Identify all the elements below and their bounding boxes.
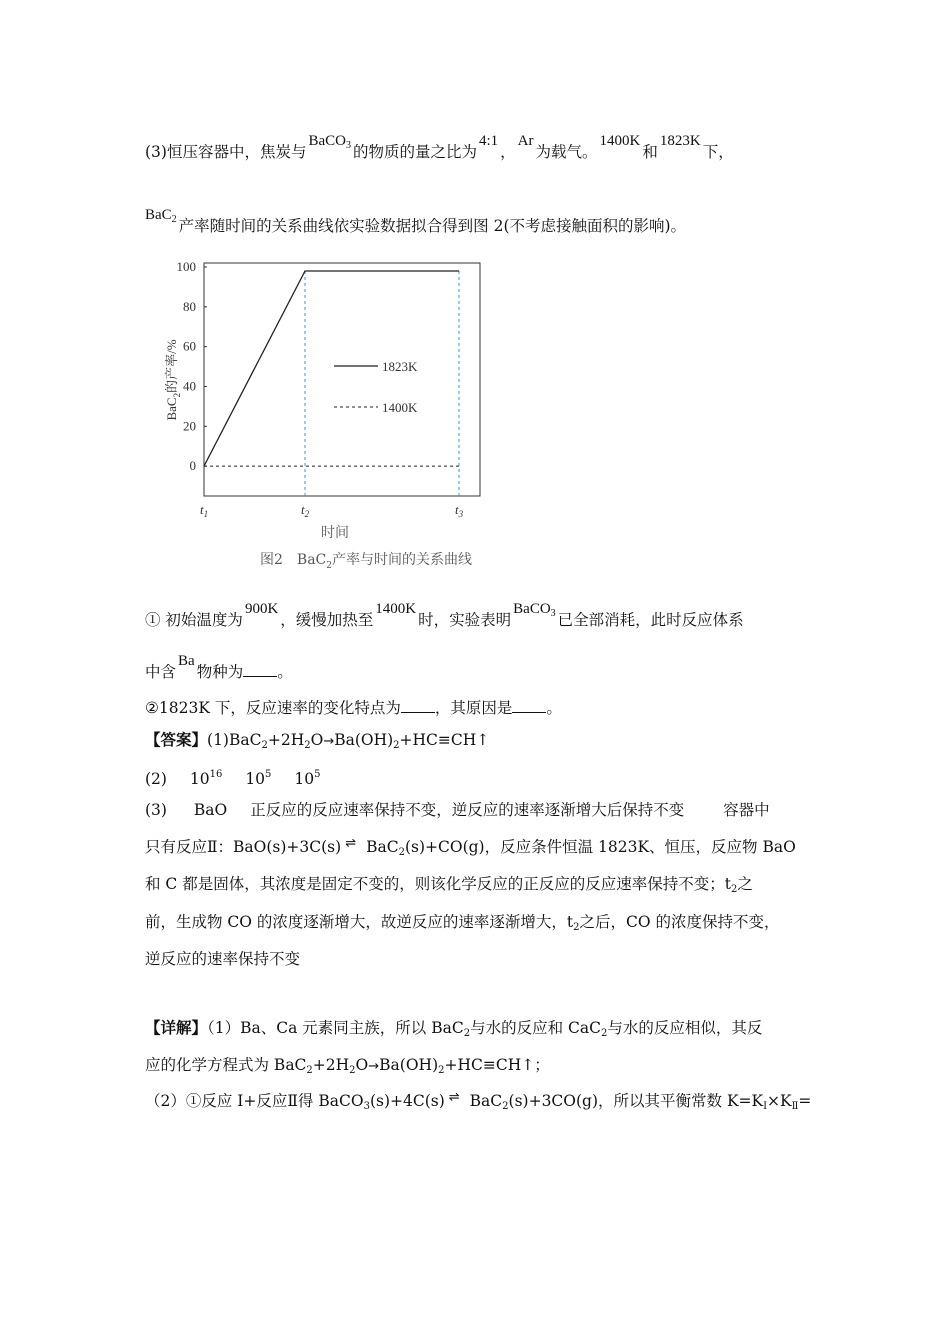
answer-line-6 (145, 912, 780, 938)
bac2-subscript: 2 (171, 214, 177, 225)
detail-line-1 (145, 1018, 762, 1044)
q3-line-2 (145, 207, 687, 242)
ans2-exp-1: 16 (209, 769, 223, 780)
sub2-end: 。 (546, 699, 562, 717)
detail-tag: 【详解】 (145, 1018, 208, 1037)
y-tick-label: 80 (183, 298, 196, 314)
det2-d: Ba(OH) (379, 1056, 439, 1074)
ans2-exp-3: 5 (314, 769, 321, 780)
ar-formula: Ar (517, 133, 534, 149)
sub2-line (145, 696, 562, 718)
answer-line-7 (145, 949, 300, 969)
ans3-feature: 正反应的反应速率保持不变，逆反应的速率逐渐增大后保持不变 (250, 801, 685, 819)
ans1-b: +2H (267, 731, 305, 749)
det1-a: （1）Ba、Ca 元素同主族，所以 BaC (207, 1019, 464, 1037)
sub-roman-1: Ⅰ (763, 1101, 768, 1112)
legend (334, 359, 418, 415)
x-tick-label: $t_3$ (454, 502, 464, 519)
equilibrium-arrow: ⇌ (448, 1090, 460, 1105)
ans5: 和 C 都是固体，其浓度是固定不变的，则该化学反应的正反应的反应速率保持不变；t (145, 875, 731, 893)
answer-blank-1[interactable] (243, 660, 277, 677)
ans3-label: (3) (145, 801, 167, 819)
reaction-arrow: → (323, 734, 335, 749)
bac2-yield-chart (150, 250, 520, 580)
ans1-e: +HC≡CH↑ (399, 731, 490, 749)
sub-2: 2 (463, 1028, 471, 1039)
ans1-d: Ba(OH) (334, 731, 394, 749)
ans2-val-2: 10 (245, 770, 266, 788)
chart-caption: 图2 BaC$_2$产率与时间的关系曲线 (260, 552, 472, 571)
series-1823K (204, 271, 459, 466)
baco3-text-b: BaCO (513, 601, 551, 617)
temp-1823: 1823K (659, 133, 701, 149)
det3-d: (s)+3CO(g)，所以其平衡常数 K=K (508, 1092, 764, 1110)
q3-text-b: 的物质的量之比为 (352, 143, 477, 161)
ans6-sub: 2 (573, 922, 580, 933)
plot-frame (204, 263, 480, 496)
y-tick-label: 0 (189, 458, 196, 474)
bac2-text: BaC (145, 207, 172, 223)
reaction-arrow: → (368, 1059, 380, 1074)
sub1-text-f: 物种为 (196, 663, 244, 681)
ba-formula: Ba (178, 653, 195, 669)
temp-1400: 1400K (599, 133, 641, 149)
sub1-text-e: 中含 (145, 663, 177, 681)
sub-roman-2: Ⅱ (791, 1101, 799, 1112)
y-tick-label: 40 (183, 378, 196, 394)
x-ticks (200, 502, 464, 519)
legend-1823-label: 1823K (382, 359, 418, 374)
sub1-text-c: 时，实验表明 (418, 611, 512, 629)
series-lines (204, 271, 459, 466)
sub-2: 2 (398, 847, 405, 858)
det1-c: 与水的反应相似，其反 (607, 1019, 763, 1037)
temp-1400-b: 1400K (375, 601, 417, 617)
y-tick-label: 60 (183, 338, 196, 354)
comma: ， (500, 143, 516, 161)
answer-tag: 【答案】 (145, 730, 208, 749)
baco3-formula (308, 133, 351, 149)
det2-b: +2H (312, 1056, 350, 1074)
x-axis-label: 时间 (321, 525, 349, 541)
sub1-end: 。 (277, 663, 293, 681)
baco3-formula-b (513, 601, 556, 617)
sub-2: 2 (261, 740, 268, 751)
ans2-val-3: 10 (294, 770, 315, 788)
detail-line-2 (145, 1055, 550, 1081)
temp-900: 900K (244, 601, 279, 617)
ans2-exp-2: 5 (265, 769, 272, 780)
answer-line-5 (145, 874, 753, 900)
sub-2: 2 (438, 1065, 445, 1076)
det3-e: ×K (767, 1092, 792, 1110)
sub-2: 2 (349, 1065, 356, 1076)
q3-line-1 (145, 133, 734, 168)
sub-2: 2 (306, 1065, 313, 1076)
ans6-b: 之后，CO 的浓度保持不变， (579, 913, 780, 931)
sub-2: 2 (393, 740, 400, 751)
bac2-formula (145, 207, 177, 223)
ans1-a: (1)BaC (207, 731, 262, 749)
answer-line-1 (145, 730, 489, 756)
answer-line-3 (145, 800, 770, 820)
legend-1400-label: 1400K (382, 400, 418, 415)
ans4-a: 只有反应Ⅱ：BaO(s)+3C(s) (145, 838, 342, 856)
sub1-line-1 (145, 601, 744, 636)
guide-lines (305, 271, 459, 496)
det2-e: +HC≡CH↑； (444, 1056, 550, 1074)
detail-line-3 (145, 1091, 811, 1117)
x-tick-label: $t_2$ (300, 502, 310, 519)
ans1-c: O (310, 731, 324, 749)
sub-2: 2 (600, 1028, 608, 1039)
sub-2: 2 (502, 1101, 509, 1112)
ratio-value: 4:1 (478, 133, 499, 149)
ans3-reason-a: 容器中 (723, 801, 770, 819)
sub1-text-a: ① 初始温度为 (145, 611, 243, 629)
q3-text-c: 为载气。 (535, 143, 598, 161)
sub-3: 3 (363, 1101, 370, 1112)
sub-2: 2 (304, 740, 311, 751)
sub1-line-2 (145, 653, 293, 683)
baco3-subscript-b: 3 (550, 608, 556, 619)
answer-blank-2[interactable] (401, 696, 435, 713)
sub2-text-b: ，其原因是 (434, 699, 513, 717)
q3-text-e: 产率随时间的关系曲线依实验数据拟合得到图 2(不考虑接触面积的影响)。 (178, 217, 687, 235)
sub2-text-a: ②1823K 下，反应速率的变化特点为 (145, 699, 401, 717)
baco3-text: BaCO (308, 133, 346, 149)
det3-b: (s)+4C(s) (369, 1092, 445, 1110)
ans2-label: (2) (145, 770, 167, 788)
y-axis-label: BaC$_2$的产率/% (164, 339, 182, 421)
y-ticks (177, 259, 208, 473)
det3-a: （2）①反应 I+反应Ⅱ得 BaCO (145, 1092, 364, 1110)
equilibrium-arrow: ⇌ (345, 836, 357, 851)
sub1-text-d: 已全部消耗，此时反应体系 (557, 611, 744, 629)
q3-text-a: (3)恒压容器中，焦炭与 (145, 143, 307, 161)
sub1-text-b: ，缓慢加热至 (280, 611, 374, 629)
y-tick-label: 100 (176, 258, 196, 274)
det1-b: 与水的反应和 CaC (470, 1019, 601, 1037)
det3-c: BaC (469, 1092, 503, 1110)
ans7: 逆反应的速率保持不变 (145, 950, 301, 968)
answer-blank-3[interactable] (512, 696, 546, 713)
and-text: 和 (642, 143, 658, 161)
ans5-sub: 2 (730, 884, 738, 895)
ans6-a: 前，生成物 CO 的浓度逐渐增大，故逆反应的速率逐渐增大，t (145, 913, 574, 931)
ans3-bao: BaO (193, 801, 228, 819)
det2-a: 应的化学方程式为 BaC (145, 1056, 307, 1074)
answer-line-2 (145, 765, 320, 789)
det3-f: = (798, 1092, 812, 1110)
ans5-end: 之 (737, 875, 753, 893)
ans2-val-1: 10 (189, 770, 210, 788)
y-tick-label: 20 (183, 418, 196, 434)
ans4-c: (s)+CO(g)，反应条件恒温 1823K、恒压，反应物 BaO (404, 838, 796, 856)
q3-text-d: 下， (702, 143, 734, 161)
ans4-b: BaC (366, 838, 399, 856)
x-tick-label: $t_1$ (199, 502, 209, 519)
answer-line-4 (145, 837, 796, 863)
det2-c: O (355, 1056, 369, 1074)
baco3-subscript: 3 (345, 140, 351, 151)
